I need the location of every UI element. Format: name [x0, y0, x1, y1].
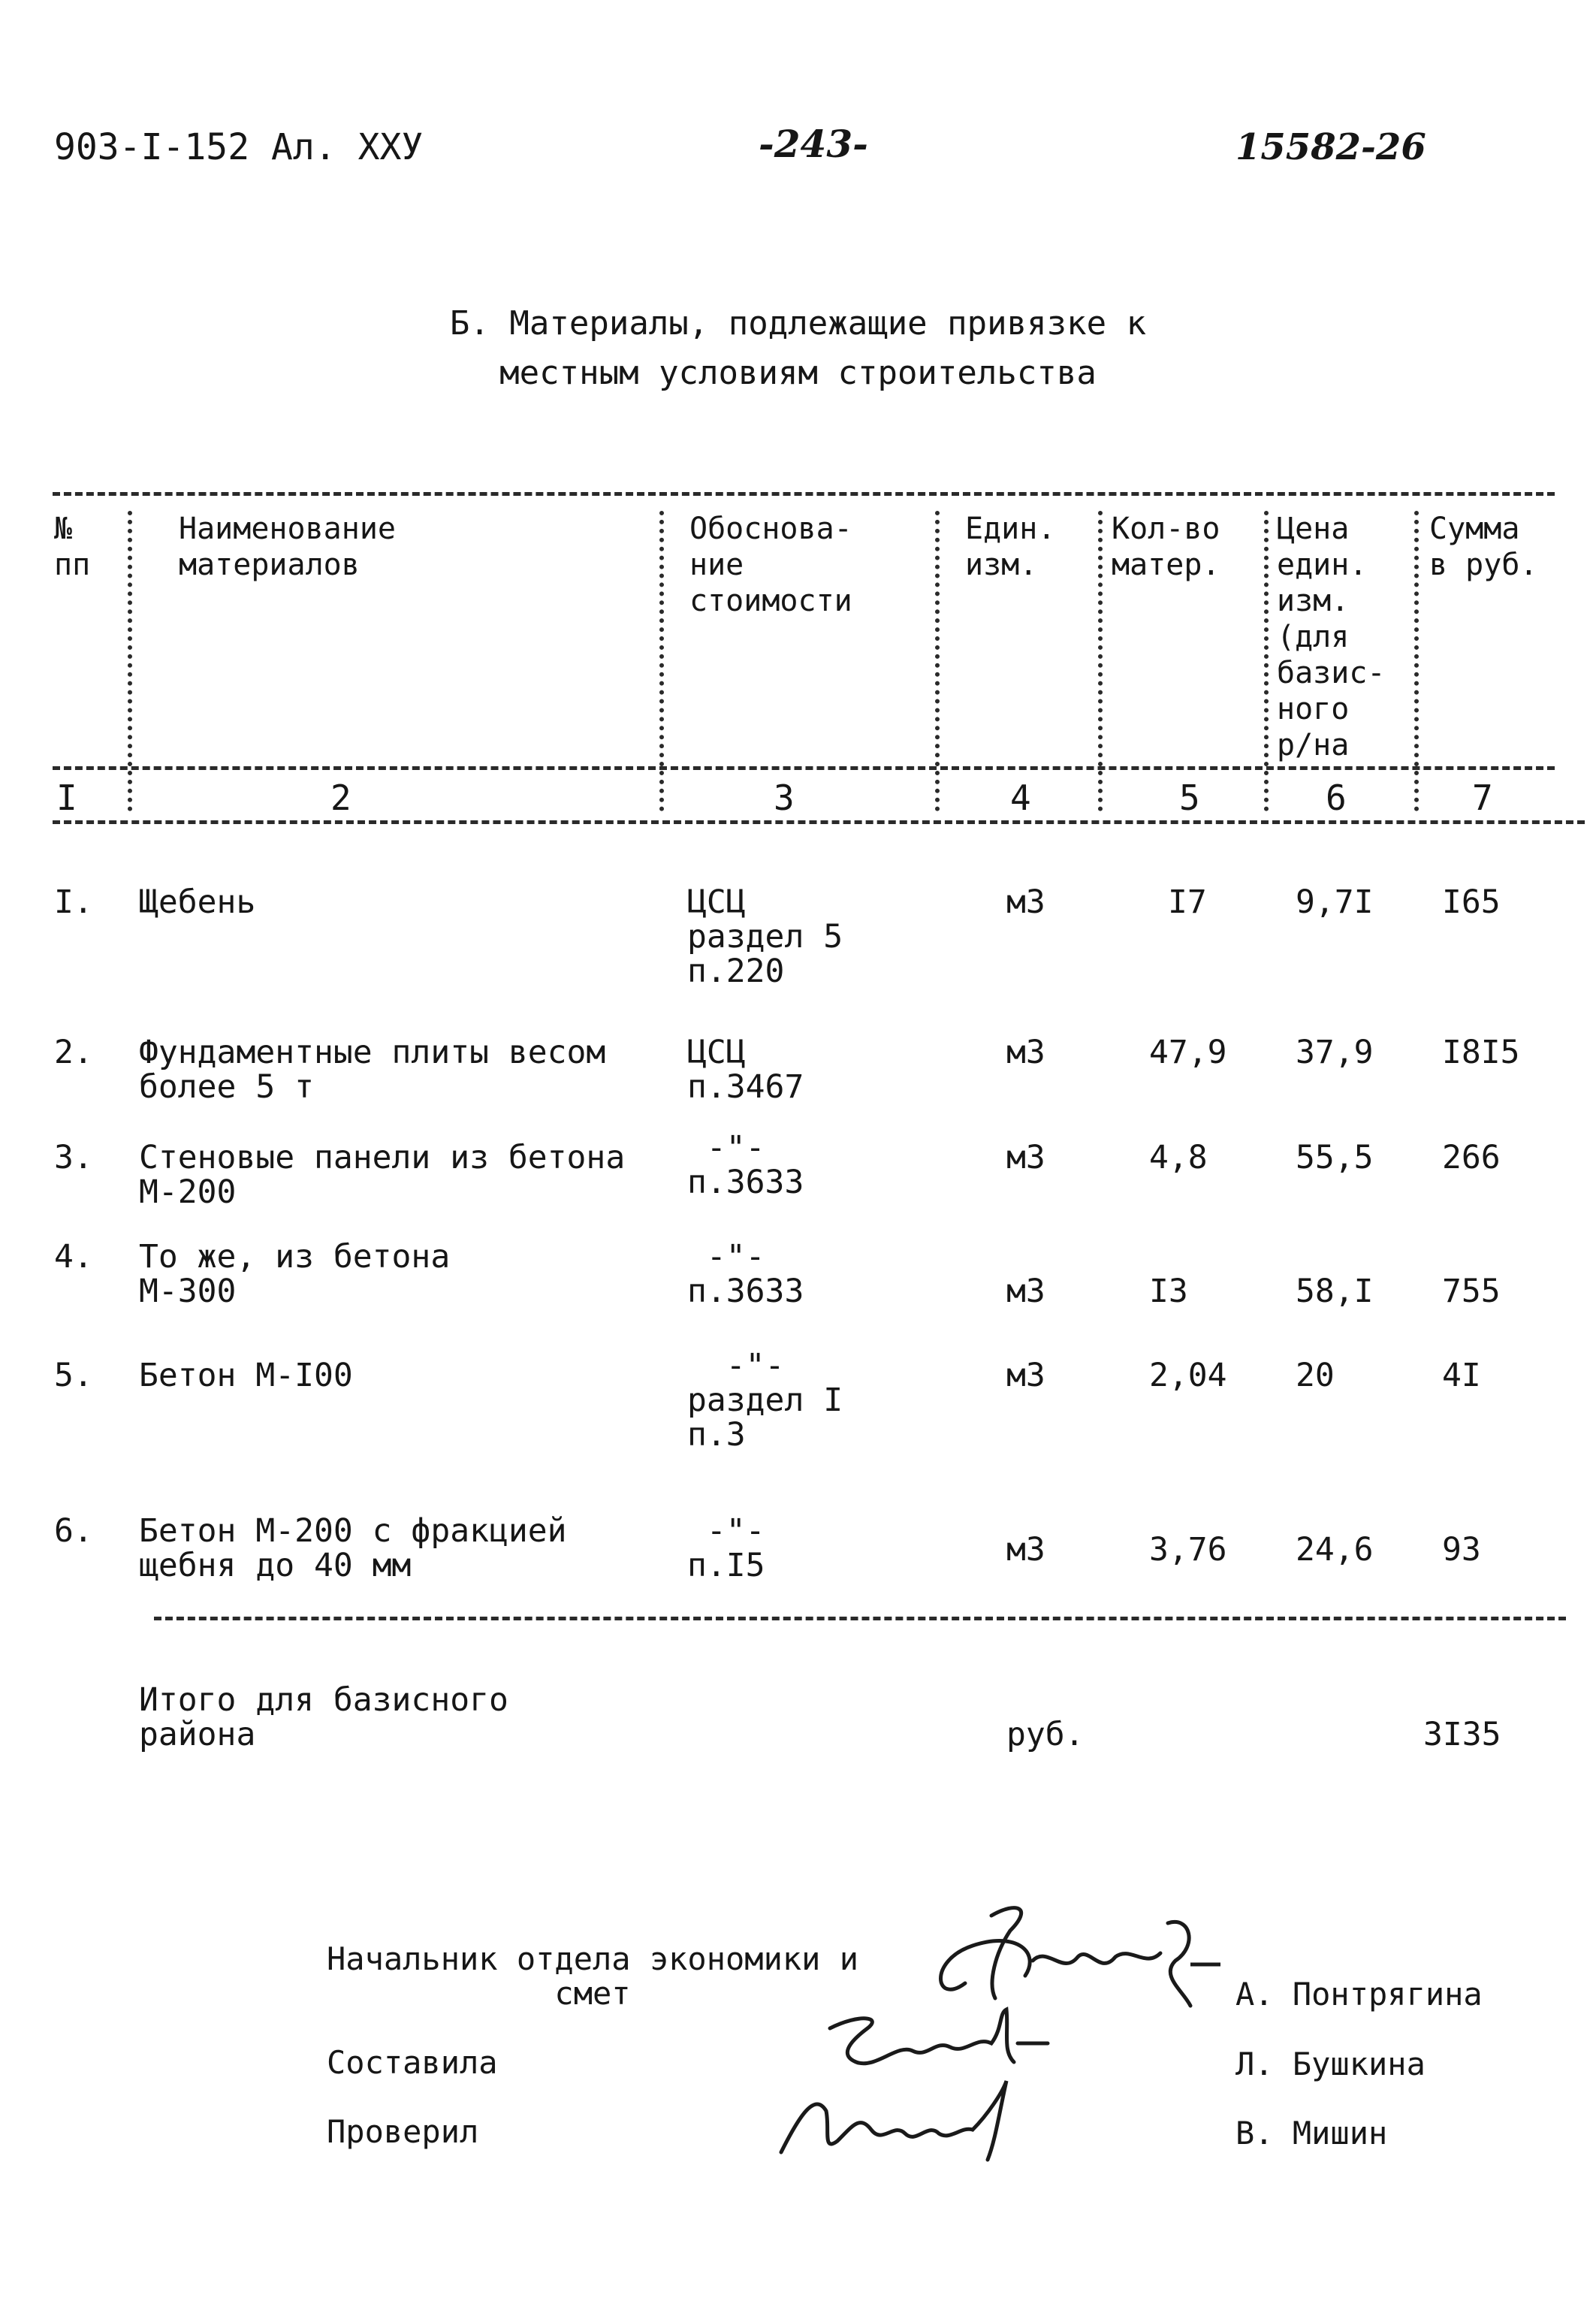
row-price: 20: [1296, 1357, 1335, 1394]
row-quantity: 4,8: [1149, 1139, 1208, 1176]
row-price: 55,5: [1296, 1139, 1374, 1176]
row-number: 6.: [54, 1512, 93, 1550]
total-unit: руб.: [1006, 1716, 1085, 1753]
row-material-name: Щебень: [139, 883, 256, 921]
total-sum: 3I35: [1423, 1716, 1501, 1753]
row-number: 5.: [54, 1357, 93, 1394]
document-number: 15582-26: [1235, 126, 1426, 168]
row-price: 9,7I: [1296, 883, 1374, 921]
column-divider: [1414, 511, 1419, 811]
column-header-sum: Сумма в руб.: [1429, 512, 1538, 582]
signatory-name: В. Мишин: [1235, 2115, 1388, 2151]
row-quantity: 47,9: [1149, 1034, 1227, 1071]
row-material-name: Бетон М-I00: [139, 1357, 353, 1394]
table-bottom-rule: [154, 1617, 1566, 1620]
row-basis: -"- п.I5: [687, 1512, 765, 1584]
row-basis: ЦСЦ раздел 5 п.220: [687, 883, 843, 990]
row-quantity: 3,76: [1149, 1531, 1227, 1569]
row-unit: м3: [1006, 1034, 1045, 1071]
row-price: 24,6: [1296, 1531, 1374, 1569]
column-number: I: [56, 778, 77, 818]
row-sum: 93: [1442, 1531, 1481, 1569]
column-number: 7: [1472, 778, 1493, 818]
row-sum: 4I: [1442, 1357, 1481, 1394]
column-number: 2: [330, 778, 351, 818]
signatory-role: Начальник отдела экономики и смет: [327, 1940, 859, 2012]
header-top-rule: [53, 492, 1555, 496]
column-divider: [128, 511, 132, 811]
handwritten-signature: [815, 1998, 1055, 2081]
row-material-name: Стеновые панели из бетона М-200: [139, 1139, 626, 1211]
header-mid-rule: [53, 766, 1555, 770]
row-number: 3.: [54, 1139, 93, 1176]
page-number: -243-: [759, 122, 868, 166]
row-quantity: 2,04: [1149, 1357, 1227, 1394]
row-unit: м3: [1006, 883, 1045, 921]
row-number: 4.: [54, 1238, 93, 1276]
column-number: 5: [1179, 778, 1200, 818]
section-title-line-1: Б. Материалы, подлежащие привязке к: [449, 304, 1147, 343]
row-basis: ЦСЦ п.3467: [687, 1034, 804, 1106]
row-basis: -"- п.3633: [687, 1129, 804, 1201]
row-unit: м3: [1006, 1139, 1045, 1176]
row-sum: 755: [1442, 1273, 1501, 1310]
row-unit: м3: [1006, 1273, 1045, 1310]
column-header-quantity: Кол-во матер.: [1112, 512, 1220, 582]
row-price: 58,I: [1296, 1273, 1374, 1310]
column-header-basis: Обоснова- ние стоимости: [689, 512, 852, 618]
column-number: 6: [1326, 778, 1347, 818]
row-material-name: Бетон М-200 с фракцией щебня до 40 мм: [139, 1512, 567, 1584]
row-quantity: I3: [1149, 1273, 1188, 1310]
row-number: I.: [54, 883, 93, 921]
total-label: Итого для базисного района: [139, 1681, 508, 1753]
row-quantity: I7: [1168, 883, 1207, 921]
column-header-number: № пп: [54, 512, 91, 582]
handwritten-signature: [770, 2070, 1018, 2167]
row-number: 2.: [54, 1034, 93, 1071]
row-sum: I65: [1442, 883, 1501, 921]
section-title-line-2: местным условиям строительства: [499, 354, 1097, 392]
row-material-name: Фундаментные плиты весом более 5 т: [139, 1034, 606, 1106]
column-number: 3: [774, 778, 795, 818]
signatory-role: Проверил: [327, 2113, 479, 2150]
column-divider: [659, 511, 664, 811]
document-code: 903-I-152 Ал. XXУ: [54, 126, 424, 168]
row-basis: -"- п.3633: [687, 1238, 804, 1310]
signatory-role: Составила: [327, 2044, 498, 2081]
column-header-price: Цена един. изм. (для базис- ного р/на: [1277, 512, 1386, 762]
column-number: 4: [1010, 778, 1031, 818]
row-sum: I8I5: [1442, 1034, 1520, 1071]
column-divider: [1264, 511, 1269, 811]
row-price: 37,9: [1296, 1034, 1374, 1071]
signatory-name: Л. Бушкина: [1235, 2046, 1426, 2082]
column-divider: [935, 511, 940, 811]
row-unit: м3: [1006, 1357, 1045, 1394]
column-divider: [1098, 511, 1103, 811]
section-title: [0, 299, 1596, 398]
signatory-name: А. Понтрягина: [1235, 1976, 1483, 2013]
row-unit: м3: [1006, 1531, 1045, 1569]
header-bottom-rule: [53, 820, 1585, 824]
row-sum: 266: [1442, 1139, 1501, 1176]
column-header-name: Наименование материалов: [179, 512, 396, 582]
row-basis: -"- раздел I п.3: [687, 1347, 843, 1454]
row-material-name: То же, из бетона М-300: [139, 1238, 451, 1310]
column-header-unit: Един. изм.: [965, 512, 1056, 582]
